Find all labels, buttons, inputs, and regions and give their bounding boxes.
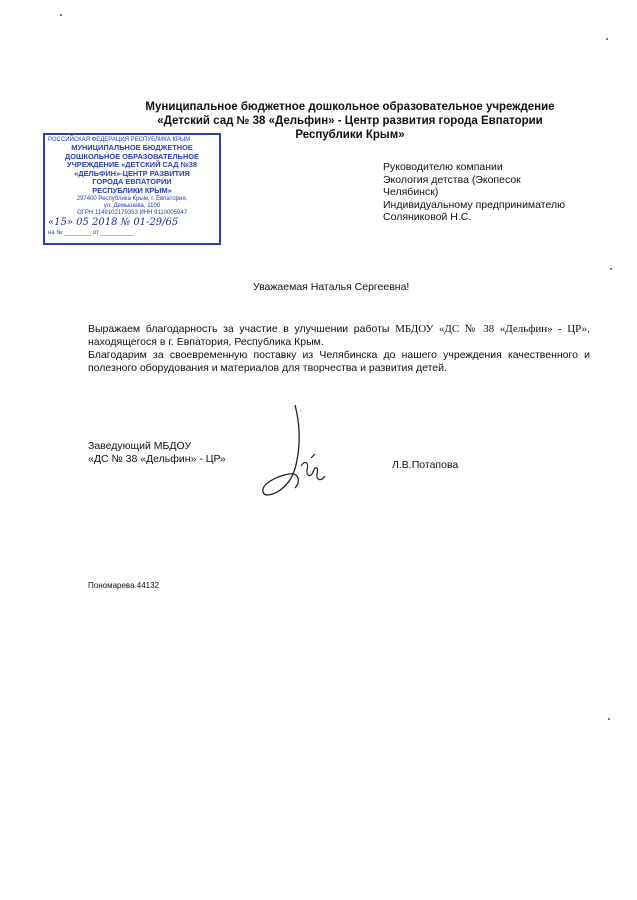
stamp-ogrn: ОГРН 1149102179353 ИНН 9110005947 [76, 209, 188, 216]
body-text-part: Выражаем благодарность за участие в улучшении работы [88, 323, 396, 335]
executor-note: Пономарева 44132 [88, 581, 159, 590]
handwritten-signature [255, 400, 345, 510]
stamp-address: 297400 Республика Крым, г. Евпатория, [76, 195, 188, 202]
stamp-ref-line: на № ________ от __________ [48, 229, 134, 236]
signer-block [88, 440, 226, 466]
recipient-line: Экология детства (Экопесок [383, 173, 521, 186]
stamp-address: ул. Демышева, 110б [103, 202, 161, 209]
recipient-block [383, 161, 613, 224]
scan-speck [60, 14, 62, 16]
stamp-name-line: УЧРЕЖДЕНИЕ «ДЕТСКИЙ САД №38 [66, 160, 198, 170]
stamp-name-line: «ДЕЛЬФИН»-ЦЕНТР РАЗВИТИЯ [74, 168, 190, 178]
organization-stamp [43, 133, 221, 245]
recipient-line: Соляниковой Н.С. [383, 211, 472, 223]
scan-speck [610, 268, 612, 270]
header-line-1: Муниципальное бюджетное дошкольное образовательное учреждение [145, 101, 555, 113]
stamp-name-line: РЕСПУБЛИКИ КРЫМ» [92, 185, 172, 195]
signer-name: Л.В.Потапова [392, 459, 459, 471]
stamp-name-line: МУНИЦИПАЛЬНОЕ БЮДЖЕТНОЕ [71, 143, 193, 152]
stamp-date-handwritten: «15» 05 2018 № 01-29/65 [48, 216, 179, 228]
signer-title: «ДС № 38 «Дельфин» - ЦР» [88, 453, 226, 465]
stamp-name-line: ГОРОДА ЕВПАТОРИИ [92, 177, 172, 187]
body-paragraph-1 [88, 323, 590, 349]
recipient-line: Челябинск) [383, 186, 439, 198]
signer-title: Заведующий МБДОУ [88, 440, 192, 452]
recipient-line: Руководителю компании [383, 161, 503, 173]
scan-speck [608, 718, 610, 720]
recipient-line: Индивидуальному предпринимателю [383, 198, 565, 211]
header-line-3: Республики Крым» [295, 129, 405, 141]
body-org-name: МБДОУ «ДС № 38 «Дельфин» - ЦР» [395, 323, 588, 335]
letter-body [88, 323, 590, 375]
scan-speck [300, 410, 301, 411]
body-text-part: , находящегося в г. Евпатория, Республика Крым. [88, 323, 590, 348]
stamp-country: РОССИЙСКАЯ ФЕДЕРАЦИЯ РЕСПУБЛИКА КРЫМ [48, 137, 191, 143]
body-paragraph-2: Благодарим за своевременную поставку из Челябинска до нашего учреждения качественного и полезного оборудования и материалов для творчества и развития детей. [88, 349, 590, 374]
salutation: Уважаемая Наталья Сергеевна! [253, 281, 410, 293]
scan-speck [606, 38, 608, 40]
stamp-date-line [48, 217, 216, 230]
stamp-name-line: ДОШКОЛЬНОЕ ОБРАЗОВАТЕЛЬНОЕ [65, 151, 199, 161]
header-line-2: «Детский сад № 38 «Дельфин» - Центр развития города Евпатории [157, 115, 543, 127]
